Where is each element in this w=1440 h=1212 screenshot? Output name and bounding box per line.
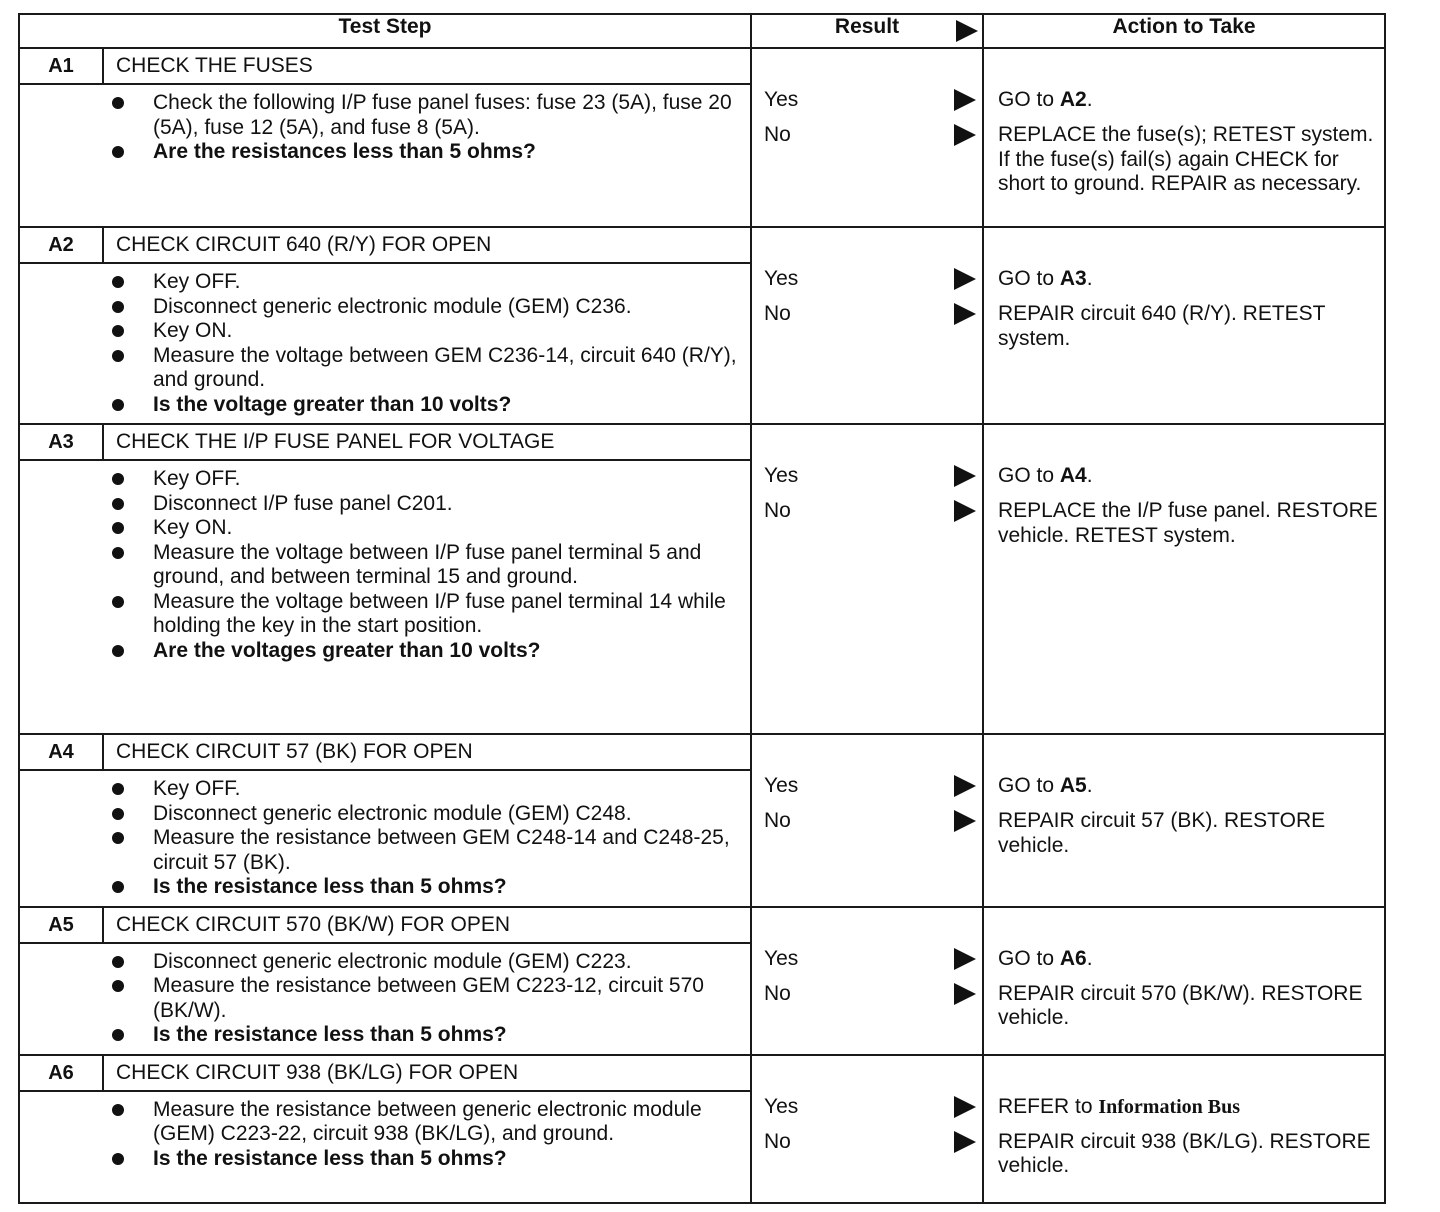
bullet-icon <box>112 1029 124 1041</box>
step-instruction <box>20 467 742 492</box>
no-action: REPAIR circuit 570 (BK/W). RESTORE vehicle. <box>998 981 1363 1029</box>
step-instruction <box>20 516 742 541</box>
bullet-text: Key ON. <box>153 516 233 539</box>
bullet-icon <box>112 980 124 992</box>
yes-action-suffix: . <box>1086 267 1093 290</box>
result-yes-label: Yes <box>764 267 799 290</box>
result-no <box>764 302 976 326</box>
arrow-right-icon <box>954 1131 976 1153</box>
bullet-text: Are the voltages greater than 10 volts? <box>153 638 541 662</box>
result-no <box>764 982 976 1006</box>
bullet-text: Disconnect I/P fuse panel C201. <box>153 491 453 515</box>
result-no-label: No <box>764 302 791 325</box>
result-yes-label: Yes <box>764 774 799 797</box>
bullet-icon <box>112 1153 124 1165</box>
yes-action-prefix: GO to <box>998 946 1060 970</box>
yes-action-prefix: GO to <box>998 464 1060 487</box>
pinpoint-test-table <box>18 13 1386 1204</box>
step-id: A6 <box>20 1056 104 1090</box>
result-cell <box>751 48 983 227</box>
yes-action-suffix: . <box>1086 946 1093 970</box>
no-action: REPLACE the I/P fuse panel. RESTORE vehicle. RETEST system. <box>998 499 1378 547</box>
step-instruction <box>20 974 742 1023</box>
result-no <box>764 1130 976 1154</box>
yes-action-suffix: . <box>1086 464 1093 487</box>
result-header-label: Result <box>834 15 900 38</box>
step-question <box>20 140 742 165</box>
step-title: CHECK CIRCUIT 570 (BK/W) FOR OPEN <box>116 912 510 936</box>
bullet-icon <box>112 808 124 820</box>
result-no <box>764 123 976 147</box>
bullet-text: Measure the resistance between generic electronic module (GEM) C223-22, circuit 938 (BK/LG), and ground. <box>153 1097 702 1145</box>
step-instruction <box>20 777 742 802</box>
step-instruction <box>20 91 742 140</box>
arrow-right-icon <box>954 810 976 832</box>
step-heading <box>20 49 750 85</box>
action-header: Action to Take <box>983 14 1385 48</box>
no-action: REPLACE the fuse(s); RETEST system. If the fuse(s) fail(s) again CHECK for short to ground. REPAIR as necessary. <box>998 123 1374 195</box>
result-cell <box>751 907 983 1055</box>
test-step-row <box>19 734 1385 907</box>
bullet-text: Measure the resistance between GEM C223-12, circuit 570 (BK/W). <box>153 974 704 1022</box>
yes-action-suffix: . <box>1086 88 1093 111</box>
no-action: REPAIR circuit 640 (R/Y). RETEST system. <box>998 302 1326 350</box>
no-action: REPAIR circuit 57 (BK). RESTORE vehicle. <box>998 809 1326 857</box>
step-bullets <box>20 461 750 669</box>
bullet-text: Key OFF. <box>153 467 241 490</box>
bullet-text: Measure the voltage between I/P fuse panel terminal 5 and ground, and between terminal 15 and ground. <box>153 540 702 588</box>
bullet-text: Key OFF. <box>153 270 241 293</box>
step-instruction <box>20 950 742 975</box>
result-yes <box>764 1095 976 1119</box>
bullet-text: Disconnect generic electronic module (GEM) C236. <box>153 294 632 318</box>
step-question <box>20 875 742 900</box>
result-no-label: No <box>764 123 791 146</box>
step-bullets <box>20 264 750 423</box>
arrow-right-icon <box>954 775 976 797</box>
yes-action <box>998 88 1378 112</box>
action-cell <box>983 227 1385 424</box>
bullet-text: Measure the voltage between I/P fuse panel terminal 14 while holding the key in the start position. <box>153 589 726 637</box>
result-no <box>764 499 976 523</box>
test-step-row <box>19 1055 1385 1203</box>
test-step-header: Test Step <box>19 14 751 48</box>
bullet-icon <box>112 146 124 158</box>
bullet-icon <box>112 881 124 893</box>
test-step-row <box>19 907 1385 1055</box>
step-id: A3 <box>20 425 104 459</box>
yes-action <box>998 1095 1378 1119</box>
arrow-right-icon <box>954 303 976 325</box>
no-action: REPAIR circuit 938 (BK/LG). RESTORE vehicle. <box>998 1129 1371 1177</box>
step-title: CHECK CIRCUIT 640 (R/Y) FOR OPEN <box>116 233 492 256</box>
bullet-text: Disconnect generic electronic module (GEM) C248. <box>153 801 632 825</box>
yes-action-target: A6 <box>1059 946 1087 970</box>
bullet-icon <box>112 473 124 485</box>
result-yes-label: Yes <box>764 88 799 111</box>
bullet-icon <box>112 783 124 795</box>
result-yes <box>764 267 976 291</box>
step-instruction <box>20 802 742 827</box>
arrow-right-icon <box>954 948 976 970</box>
yes-action <box>998 464 1378 488</box>
step-id: A4 <box>20 735 104 769</box>
bullet-text: Key OFF. <box>153 777 241 800</box>
result-no <box>764 809 976 833</box>
step-instruction <box>20 541 742 590</box>
bullet-text: Is the resistance less than 5 ohms? <box>153 1023 507 1046</box>
bullet-text: Check the following I/P fuse panel fuses: fuse 23 (5A), fuse 20 (5A), fuse 12 (5A), and fuse 8 (5A). <box>153 91 732 139</box>
action-cell <box>983 907 1385 1055</box>
yes-action-target: A5 <box>1059 774 1087 797</box>
arrow-right-icon <box>954 89 976 111</box>
bullet-icon <box>112 645 124 657</box>
step-title: CHECK THE I/P FUSE PANEL FOR VOLTAGE <box>116 430 555 453</box>
step-cell <box>19 227 751 424</box>
bullet-icon <box>112 832 124 844</box>
step-title: CHECK CIRCUIT 938 (BK/LG) FOR OPEN <box>116 1060 519 1084</box>
result-no-label: No <box>764 981 791 1005</box>
step-cell <box>19 734 751 907</box>
result-yes <box>764 88 976 112</box>
result-yes-label: Yes <box>764 946 799 970</box>
test-step-row <box>19 48 1385 227</box>
step-heading <box>20 908 750 944</box>
arrow-right-icon <box>956 20 978 42</box>
arrow-right-icon <box>954 500 976 522</box>
step-heading <box>20 735 750 771</box>
yes-action <box>998 947 1378 971</box>
yes-action-prefix: REFER to <box>998 1094 1099 1118</box>
bullet-text: Is the resistance less than 5 ohms? <box>153 875 507 898</box>
bullet-icon <box>112 1104 124 1116</box>
step-heading <box>20 425 750 461</box>
bullet-icon <box>112 498 124 510</box>
yes-action-target: A2 <box>1059 88 1087 111</box>
step-title: CHECK CIRCUIT 57 (BK) FOR OPEN <box>116 740 473 763</box>
bullet-text: Is the resistance less than 5 ohms? <box>153 1146 507 1170</box>
step-instruction <box>20 826 742 875</box>
step-question <box>20 393 742 418</box>
bullet-icon <box>112 325 124 337</box>
bullet-text: Measure the voltage between GEM C236-14, circuit 640 (R/Y), and ground. <box>153 343 737 391</box>
step-cell <box>19 1055 751 1203</box>
table-header-row <box>19 14 1385 48</box>
action-cell <box>983 424 1385 734</box>
result-header <box>751 14 983 48</box>
bullet-icon <box>112 956 124 968</box>
arrow-right-icon <box>954 124 976 146</box>
step-instruction <box>20 590 742 639</box>
yes-action-prefix: GO to <box>998 774 1060 797</box>
step-instruction <box>20 319 742 344</box>
result-yes-label: Yes <box>764 1094 799 1118</box>
result-no-label: No <box>764 809 791 832</box>
yes-action <box>998 774 1378 798</box>
step-bullets <box>20 1092 750 1178</box>
bullet-icon <box>112 596 124 608</box>
step-id: A2 <box>20 228 104 262</box>
step-instruction <box>20 295 742 320</box>
step-cell <box>19 424 751 734</box>
result-yes <box>764 947 976 971</box>
yes-action-target: A3 <box>1059 267 1087 290</box>
step-instruction <box>20 344 742 393</box>
result-yes <box>764 464 976 488</box>
arrow-right-icon <box>954 1096 976 1118</box>
yes-action-target: Information Bus <box>1098 1095 1241 1118</box>
step-cell <box>19 48 751 227</box>
result-no-label: No <box>764 1129 791 1153</box>
result-cell <box>751 1055 983 1203</box>
yes-action-prefix: GO to <box>998 267 1060 290</box>
step-bullets <box>20 85 750 171</box>
step-bullets <box>20 944 750 1054</box>
bullet-icon <box>112 276 124 288</box>
test-step-row <box>19 227 1385 424</box>
bullet-icon <box>112 547 124 559</box>
step-heading <box>20 228 750 264</box>
diagnostic-table-sheet <box>18 13 1384 1204</box>
step-question <box>20 1147 742 1172</box>
step-instruction <box>20 270 742 295</box>
bullet-icon <box>112 301 124 313</box>
result-cell <box>751 424 983 734</box>
bullet-text: Is the voltage greater than 10 volts? <box>153 392 512 416</box>
bullet-text: Disconnect generic electronic module (GEM) C223. <box>153 949 632 973</box>
action-cell <box>983 734 1385 907</box>
bullet-icon <box>112 399 124 411</box>
step-cell <box>19 907 751 1055</box>
step-id: A5 <box>20 908 104 942</box>
result-yes <box>764 774 976 798</box>
result-no-label: No <box>764 499 791 522</box>
result-cell <box>751 227 983 424</box>
test-step-row <box>19 424 1385 734</box>
action-cell <box>983 48 1385 227</box>
arrow-right-icon <box>954 465 976 487</box>
action-cell <box>983 1055 1385 1203</box>
yes-action-prefix: GO to <box>998 88 1060 111</box>
step-title: CHECK THE FUSES <box>116 54 313 77</box>
step-instruction <box>20 1098 742 1147</box>
bullet-icon <box>112 350 124 362</box>
step-bullets <box>20 771 750 906</box>
bullet-icon <box>112 522 124 534</box>
bullet-icon <box>112 97 124 109</box>
arrow-right-icon <box>954 268 976 290</box>
result-cell <box>751 734 983 907</box>
step-question <box>20 1023 742 1048</box>
result-yes-label: Yes <box>764 464 799 487</box>
bullet-text: Key ON. <box>153 319 233 342</box>
yes-action <box>998 267 1378 291</box>
arrow-right-icon <box>954 983 976 1005</box>
step-heading <box>20 1056 750 1092</box>
step-question <box>20 639 742 664</box>
yes-action-target: A4 <box>1059 464 1087 487</box>
yes-action-suffix: . <box>1086 774 1093 797</box>
bullet-text: Measure the resistance between GEM C248-14 and C248-25, circuit 57 (BK). <box>153 826 730 874</box>
bullet-text: Are the resistances less than 5 ohms? <box>153 140 536 163</box>
step-instruction <box>20 492 742 517</box>
step-id: A1 <box>20 49 104 83</box>
